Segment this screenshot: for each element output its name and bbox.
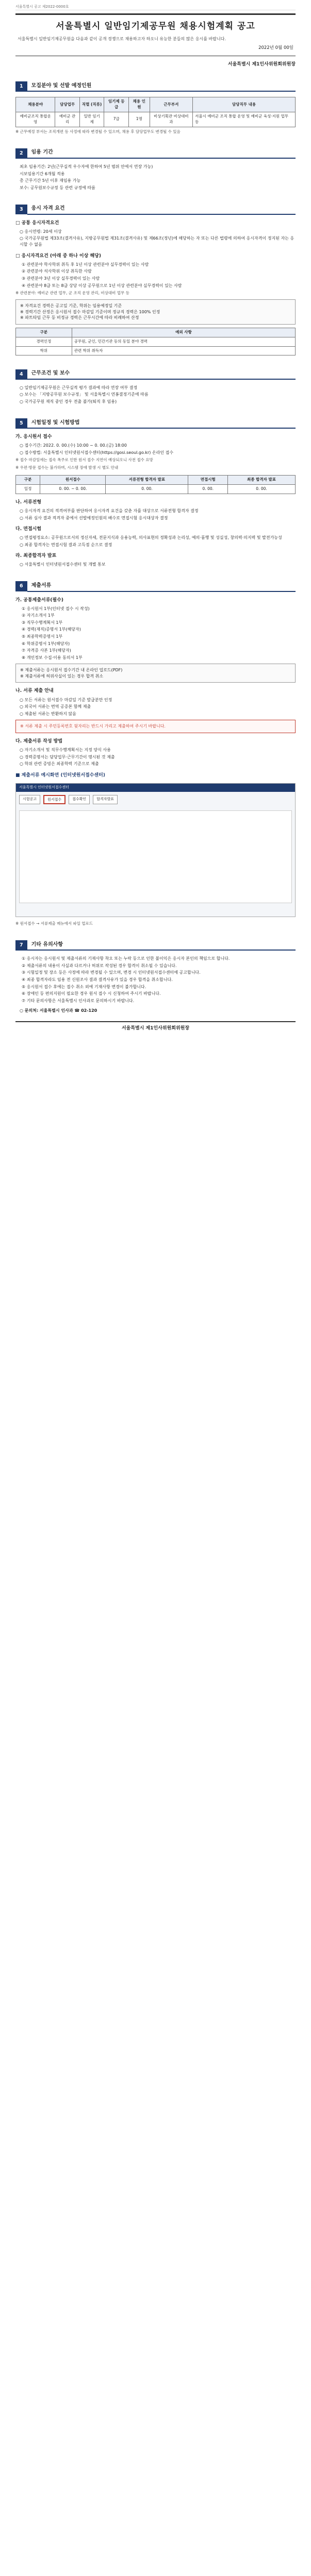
box-line: ※ 제출서류에 허위사실이 있는 경우 합격 취소 [20,673,104,679]
screenshot-bar: 서울특별시 인터넷원서접수센터 [16,784,295,792]
section-2-header [15,148,296,159]
section-title: 시험일정 및 시험방법 [27,418,296,429]
note-line: ※ 우편·방문 접수는 불가하며, 시스템 장애 발생 시 별도 안내 [15,465,119,470]
col-header: 임기제 등급 [104,97,129,112]
col-header: 담당업무 [55,97,79,112]
col-header: 면접시험 [188,476,228,485]
sub-title: 가. 응시원서 접수 [15,434,52,440]
list-item: ① 관련분야 학사학위 취득 후 1년 이상 관련분야 실무경력이 있는 사람 [22,262,149,267]
sub-title: 나. 서류 제출 안내 [15,688,54,694]
list-item: ① 응시원서 1부(인터넷 접수 시 작성) [22,606,90,611]
list-item: 시보임용기간 6개월 적용 [20,171,65,176]
list-item: ○ 보수는 「지방공무원 보수규정」 및 서울특별시 연봉결정기준에 따름 [20,392,149,397]
section-6-header [15,581,296,592]
list-item: ⑤ 응시원서 접수 후에는 접수 취소 외에 기재사항 변경이 불가합니다. [22,984,146,989]
list-item: ⑥ 장애인 등 편의지원이 필요한 경우 원서 접수 시 신청하여 주시기 바랍니다. [22,991,161,996]
screenshot-menu [16,792,295,807]
screenshot-body [19,810,292,903]
list-item: ○ 일반임기제공무원은 근무실적 평가 결과에 따라 연장 여부 결정 [20,385,138,390]
box-line: ※ 경력기간 산정은 응시원서 접수 마감일 기준이며 정규직 경력은 100% 인정 [20,309,160,314]
list-item: ○ 응시자격 요건의 적격여부를 판단하여 응시자격 요건을 갖춘 자를 대상으로 서류전형 합격자 결정 [20,508,199,513]
topline: 서울특별시 공고 제2022-0000호 [15,4,296,10]
list-item: ○ 최종 합격자는 면접시험 결과 고득점 순으로 결정 [20,542,112,547]
table-cell: 1명 [129,112,150,127]
list-item: ○ 응시연령: 20세 이상 [20,229,62,234]
col-header: 근무부서 [150,97,193,112]
list-item: ○ 제출된 서류는 반환하지 않음 [20,711,76,716]
section-7-header [15,940,296,951]
schedule-table [15,475,296,494]
list-item: ⑧ 개인정보 수집·이용 동의서 1부 [22,655,83,660]
sub-title: 다. 면접시험 [15,527,42,532]
section-number: 5 [15,418,27,429]
sub-title: 라. 최종합격자 발표 [15,553,57,559]
section-1-header [15,81,296,92]
table-cell: 예비군조직 통합운영 [16,112,55,127]
info-box [15,299,296,325]
table-cell: 0. 00. [228,485,296,494]
section-number: 2 [15,148,27,159]
table-cell: 0. 00. [188,485,228,494]
list-item: 총 근무기간 5년 이후 재임용 가능 [20,178,81,183]
list-item: ○ 서울특별시 인터넷원서접수센터 및 개별 통보 [20,562,106,567]
list-item: ④ 경력(재직)증명서 1부(해당자) [22,627,81,632]
section-3-header [15,204,296,215]
contact-line: ○ 문의처: 서울특별시 인사과 ☎ 02-120 [20,1008,97,1013]
table-cell: 예비군 관리 [55,112,79,127]
list-item: ① 응시자는 응시원서 및 제출서류의 기재사항 착오 또는 누락 등으로 인한 불이익은 응시자 본인의 책임으로 합니다. [22,956,230,961]
list-item: ○ 접수방법: 서울특별시 인터넷원서접수센터(https://gosi.seoul.go.kr) 온라인 접수 [20,450,174,455]
col-header: 직렬 (직류) [79,97,104,112]
list-item: ⑦ 기타 문의사항은 서울특별시 인사과로 문의하시기 바랍니다. [22,998,135,1003]
table-cell: 공무원, 군인, 민간기관 등의 동일 분야 경력 [72,337,295,346]
list-item: ⑥ 학위증명서 1부(해당자) [22,641,70,646]
field-note: ※ 관련분야: 예비군 관련 업무, 군 조직 운영 관리, 비상대비 업무 등 [15,291,129,296]
list-item: ⑤ 최종학력증명서 1부 [22,634,63,639]
section-title: 제출서류 [27,581,296,592]
list-item: ④ 최종 합격자라도 임용 전 신원조사 결과 결격사유가 있을 경우 합격을 취소합니다. [22,977,173,982]
sub-title: □ 공통 응시자격요건 [15,220,59,226]
col-header: 담당직무 내용 [193,97,296,112]
list-item: ○ 모든 서류는 원서접수 마감일 기준 발급분만 인정 [20,697,112,702]
section-title: 임용 기간 [27,148,296,159]
section-title: 응시 자격 요건 [27,204,296,215]
section-number: 7 [15,940,27,951]
career-table [15,328,296,356]
list-item: ○ 외국어 서류는 번역 공증본 함께 제출 [20,704,91,709]
col-header: 원서접수 [40,476,106,485]
table-cell: 경력인정 [16,337,72,346]
box-line: ※ 파트타임 근무 등 비정규 경력은 근무시간에 따라 비례하여 산정 [20,315,139,320]
list-item: ③ 관련분야 3년 이상 실무경력이 있는 사람 [22,276,100,281]
list-item: 보수: 공무원보수규정 등 관련 규정에 따름 [20,185,95,190]
sub-title: □ 응시자격요건 (아래 중 하나 이상 해당) [15,253,101,259]
menu-item: 원서접수 [43,795,66,804]
section-number: 1 [15,81,27,92]
list-item: ③ 시험일정 및 장소 등은 사정에 따라 변경될 수 있으며, 변경 시 인터넷원서접수센터에 공고합니다. [22,970,201,975]
note-line: ※ 접수 마감일에는 접속 폭주로 인한 원서 접수 지연이 예상되오니 사전 접수 요망 [15,457,153,463]
list-item: ○ 국가공무원법 제33조(결격사유), 지방공무원법 제31조(결격사유) 및 제66조(정년)에 해당하는 자 또는 다른 법령에 의하여 응시자격이 정지된 자는 응시할 수 없음 [20,236,294,247]
table-cell: 일정 [16,485,40,494]
section-4-header [15,369,296,380]
list-item: ○ 경력증명서는 담당업무·근무기간이 명시된 것 제출 [20,754,115,759]
col-header: 구분 [16,328,72,337]
section-title: 기타 유의사항 [27,940,296,951]
col-header: 채용 인원 [129,97,150,112]
list-item: ② 관련분야 석사학위 이상 취득한 사람 [22,269,92,274]
menu-item: 접수확인 [69,795,90,804]
list-item: ○ 자기소개서 및 직무수행계획서는 지정 양식 사용 [20,747,111,752]
list-item: ○ 접수기간: 2022. 0. 00.(수) 10:00 ~ 0. 00.(금) 18:00 [20,443,127,448]
section-title: 모집분야 및 선발 예정인원 [27,81,296,92]
footer-issuer: 서울특별시 제1인사위원회위원장 [15,1021,296,1032]
table-cell: 학위 [16,346,72,355]
menu-item: 합격자발표 [93,795,118,804]
list-item: ○ 서류 심사 결과 적격자 중에서 선발예정인원의 배수로 면접시험 응시대상자 결정 [20,515,168,520]
section-number: 6 [15,581,27,591]
table-note: ※ 근무예정 부서는 조직개편 등 사정에 따라 변경될 수 있으며, 채용 후 담당업무도 변경될 수 있음 [15,129,181,134]
screenshot-example [15,783,296,917]
section-number: 3 [15,205,27,215]
section-title: 근무조건 및 보수 [27,369,296,380]
table-cell: 0. 00. [106,485,188,494]
list-item: ② 자기소개서 1부 [22,613,55,618]
col-header: 채용분야 [16,97,55,112]
table-cell: 서울시 예비군 조직 통합 운영 및 예비군 육성·지원 업무 등 [193,112,296,127]
sub-title: 가. 공통제출서류(필수) [15,597,64,603]
warning-box: ※ 서류 제출 시 주민등록번호 뒷자리는 반드시 가리고 제출하여 주시기 바랍니다. [15,720,296,733]
screenshot-caption: ※ 원서접수 → 서류제출 메뉴에서 파일 업로드 [15,921,93,926]
list-item: ② 제출서류의 내용이 사실과 다르거나 허위로 작성된 경우 합격이 취소될 수 있습니다. [22,963,177,968]
sub-title: 나. 서류전형 [15,499,42,505]
list-item: 최초 임용기간: 2년(근무실적 우수자에 한하여 5년 범위 안에서 연장 가능) [20,164,153,169]
table-cell: 관련 학위 취득자 [72,346,295,355]
col-header: 예외 사항 [72,328,295,337]
sub-title: 다. 제출서류 작성 방법 [15,738,63,744]
col-header: 최종 합격자 발표 [228,476,296,485]
issuer: 서울특별시 제1인사위원회위원장 [227,61,296,67]
col-header: 구분 [16,476,40,485]
section-number: 4 [15,369,27,380]
table-cell: 7급 [104,112,129,127]
screenshot-title: ■ 제출서류 예시화면 (인터넷원서접수센터) [15,772,105,778]
list-item: ○ 국가공무원 재직 중인 경우 전출 불가(퇴직 후 임용) [20,399,117,404]
list-item: ○ 학위 관련 증빙은 최종학력 기준으로 제출 [20,761,99,767]
notice-date: 2022년 0월 00일 [258,45,293,51]
section-5-header [15,418,296,429]
menu-item: 시험공고 [19,795,40,804]
recruit-table [15,97,296,127]
list-item: ⑦ 자격증 사본 1부(해당자) [22,648,71,653]
notice-title: 서울특별시 일반임기제공무원 채용시험계획 공고 [56,21,255,31]
table-cell: 비상기획관 비상대비과 [150,112,193,127]
list-item: ④ 관련분야 8급 또는 8급 상당 이상 공무원으로 1년 이상 관련분야 실무경력이 있는 사람 [22,283,182,288]
col-header: 서류전형 합격자 발표 [106,476,188,485]
title-box [15,13,296,56]
list-item: ③ 직무수행계획서 1부 [22,620,63,625]
intro-text: 서울특별시 일반임기제공무원을 다음과 같이 공개 경쟁으로 채용하고자 하오니 유능한 분들의 많은 응시를 바랍니다. [18,36,226,41]
table-cell: 0. 00. ~ 0. 00. [40,485,106,494]
table-cell: 일반 임기제 [79,112,104,127]
box-line: ※ 자격요건 경력은 공고일 기준, 학위는 임용예정일 기준 [20,303,122,308]
info-box [15,664,296,683]
list-item: ○ 면접평정요소: 공무원으로서의 정신자세, 전문지식과 응용능력, 의사표현의 정확성과 논리성, 예의·품행 및 성실성, 창의력·의지력 및 발전가능성 [20,535,282,540]
box-line: ※ 제출서류는 응시원서 접수기간 내 온라인 업로드(PDF) [20,668,123,673]
